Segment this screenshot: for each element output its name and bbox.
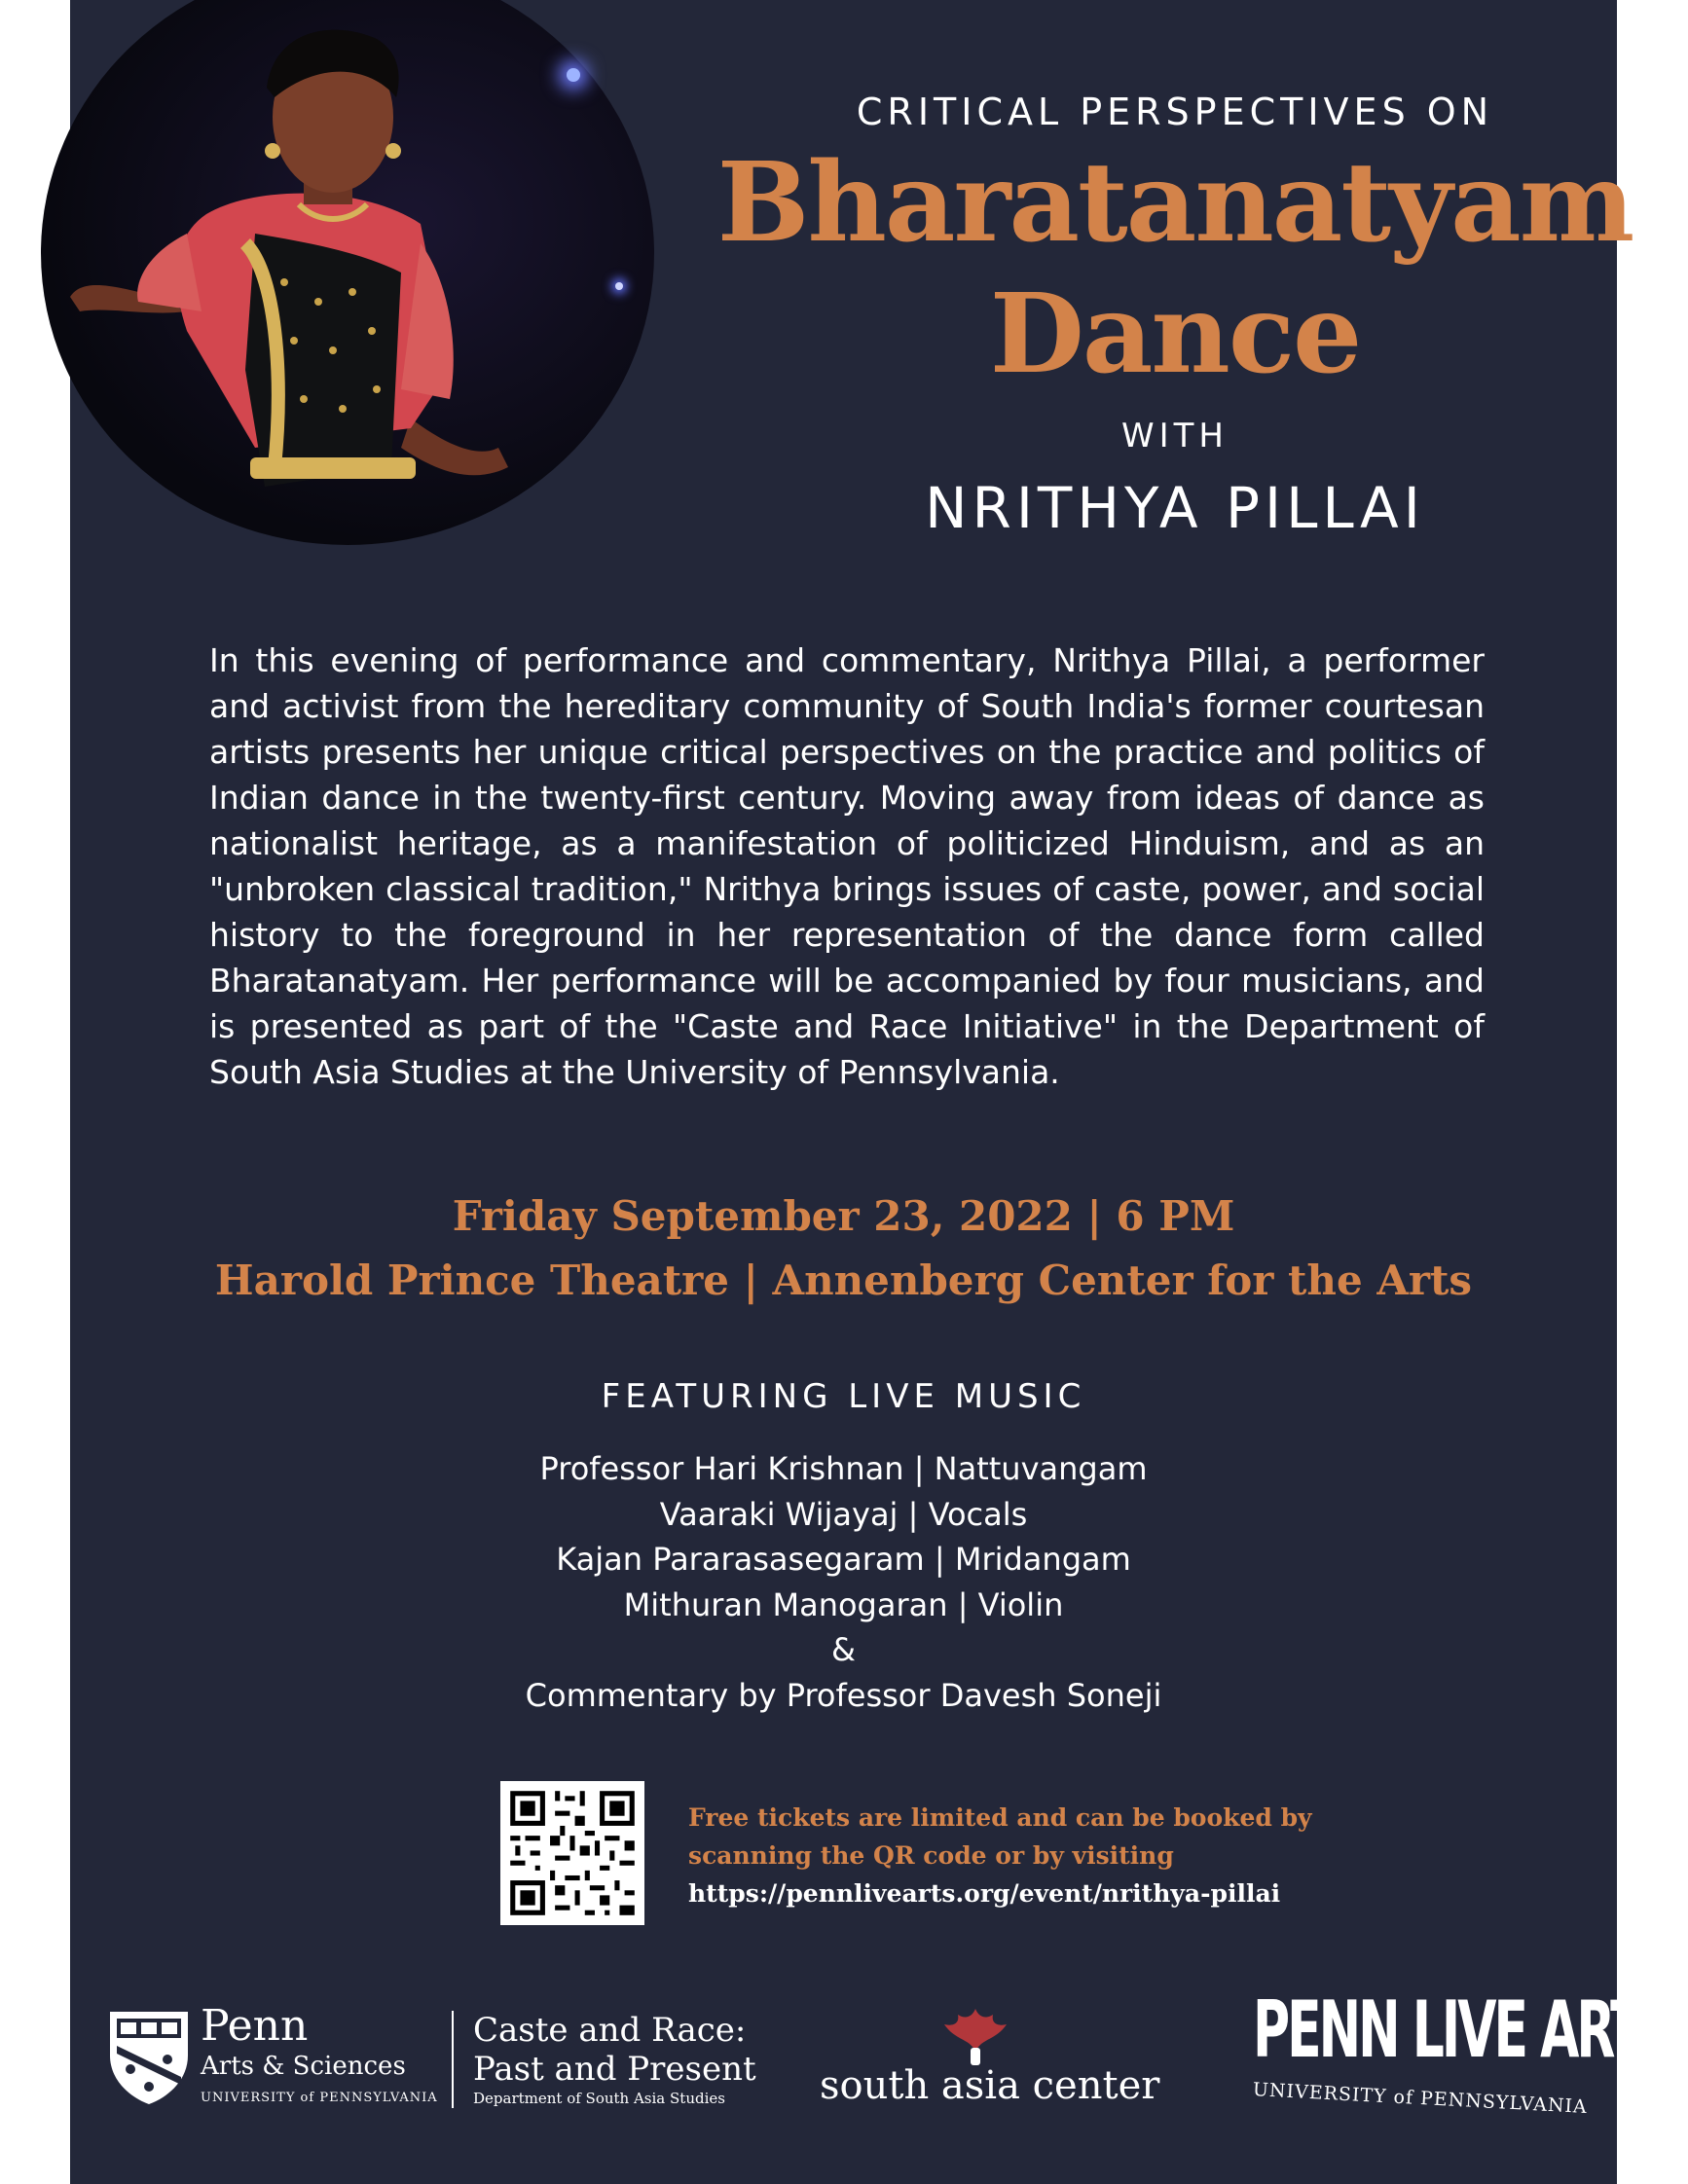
title-kicker: CRITICAL PERSPECTIVES ON [856,91,1494,133]
logo-divider [452,2011,454,2108]
penn-school-name: Arts & Sciences [201,2052,406,2081]
penn-shield-icon [107,2009,191,2106]
musician-line: Mithuran Manogaran | Violin [623,1585,1064,1623]
featuring-heading: FEATURING LIVE MUSIC [601,1377,1086,1416]
musician-line: Kajan Pararasasegaram | Mridangam [556,1541,1131,1578]
qr-code-icon [500,1781,644,1925]
caste-race-line2: Past and Present [473,2050,756,2089]
penn-arts-sciences-logo [107,2001,438,2112]
dancer-figure-icon [41,0,654,545]
south-asia-center-wordmark: south asia center [820,2063,1160,2108]
event-description: In this evening of performance and commentary, Nrithya Pillai, a performer and activist from the hereditary community of South India's former courtesan artists presents her unique critical perspectives on the practice and politics of Indian dance in the twenty-first century. Moving away from ideas of dance as nationalist heritage, as a manifestation of politicized Hinduism, and as an "unbroken classical tradition," Nrithya brings issues of caste, power, and social history to the foreground in her representation of the dance form called Bharatanatyam. Her performance will be accompanied by four musicians, and is presented as part of the "Caste and Race Initiative" in the Department of South Asia Studies at the University of Pennsylvania. [209,641,1485,1091]
flame-icon [936,2005,1014,2067]
event-venue: Harold Prince Theatre | Annenberg Center for the Arts [214,1256,1473,1304]
penn-live-arts-logo [1252,1985,1675,2122]
penn-wordmark: Penn [201,2001,309,2051]
caste-race-dept: Department of South Asia Studies [473,2090,725,2107]
ticket-text-line2: scanning the QR code or by visiting [688,1841,1174,1870]
performer-name: NRITHYA PILLAI [925,475,1425,541]
event-poster [70,0,1675,2184]
musician-list [70,1446,1617,1718]
penn-university-name: UNIVERSITY of PENNSYLVANIA [201,2091,438,2105]
ticket-url-link[interactable]: https://pennlivearts.org/event/nrithya-pillai [688,1879,1281,1908]
ticket-text-line1: Free tickets are limited and can be booked by [688,1803,1312,1832]
event-title-line2: Dance [989,271,1361,398]
caste-race-line1: Caste and Race: [473,2011,747,2050]
south-asia-center-logo [820,2005,1160,2122]
penn-live-arts-wordmark: PENN LIVE ARTS [1253,1985,1675,2076]
event-title-line1: Bharatanatyam [716,139,1633,267]
ticket-info [688,1799,1389,1912]
ampersand: & [831,1631,856,1668]
commentary-line: Commentary by Professor Davesh Soneji [525,1676,1162,1714]
title-with: WITH [1121,417,1229,455]
caste-race-logo [473,2011,765,2118]
dancer-photo [41,0,654,545]
musician-line: Professor Hari Krishnan | Nattuvangam [539,1450,1148,1487]
musician-line: Vaaraki Wijayaj | Vocals [659,1495,1028,1533]
penn-live-arts-university: UNIVERSITY of PENNSYLVANIA [1252,2079,1589,2118]
event-date-time: Friday September 23, 2022 | 6 PM [452,1192,1235,1240]
qr-code[interactable] [500,1781,644,1925]
